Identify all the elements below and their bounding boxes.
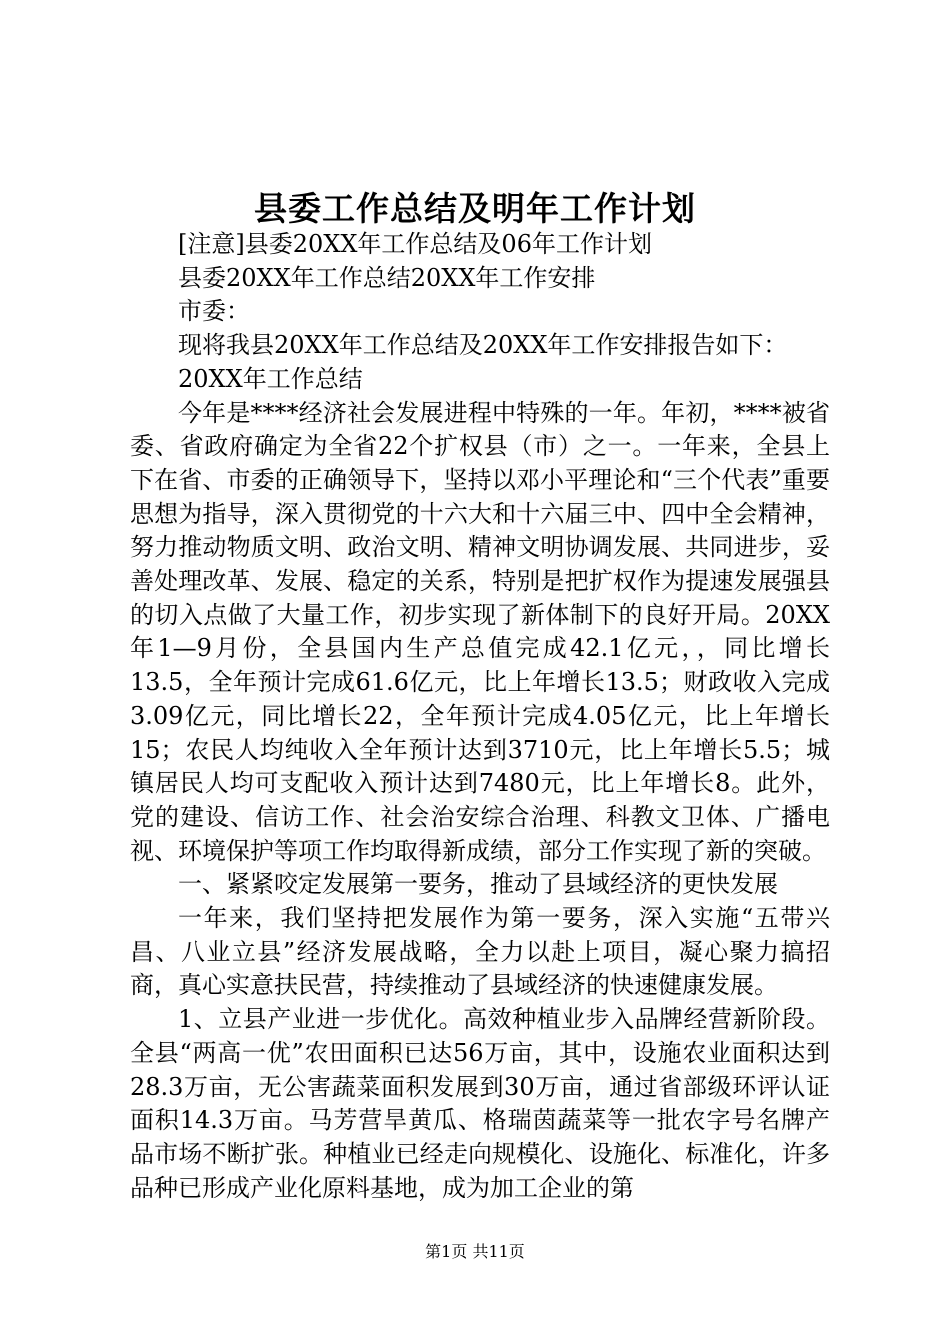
note-line: [注意]县委20XX年工作总结及06年工作计划 [178,230,652,258]
section-heading-one: 一、紧紧咬定发展第一要务，推动了县域经济的更快发展 [178,870,778,899]
subtitle-line: 县委20XX年工作总结20XX年工作安排 [178,263,596,292]
section-heading: 20XX年工作总结 [178,364,363,393]
document-title: 县委工作总结及明年工作计划 [254,189,696,228]
paragraph-overview: 今年是****经济社会发展进程中特殊的一年。年初，****被省委、省政府确定为全省22个扩权县（市）之一。一年来，全县上下在省、市委的正确领导下，坚持以邓小平理论和“三个代表”重要思想为指导，深入贯彻党的十六大和十六届三中、四中全会精神，努力推动物质文明、政治文明、精神文明协调发展、共同进步，妥善处理改革、发展、稳定的关系，特别是把扩权作为提速发展强县的切入点做了大量工作，初步实现了新体制下的良好开局。20XX年1—9月份，全县国内生产总值完成42.1亿元，，同比增长13.5，全年预计完成61.6亿元，比上年增长13.5；财政收入完成3.09亿元，同比增长22，全年预计完成4.05亿元，比上年增长15；农民人均纯收入全年预计达到3710元，比上年增长5.5；城镇居民人均可支配收入预计达到7480元，比上年增长8。此外，党的建设、信访工作、社会治安综合治理、科教文卫体、广播电视、环境保护等项工作均取得新成绩，部分工作实现了新的突破。 [130,398,830,865]
paragraph-development: 一年来，我们坚持把发展作为第一要务，深入实施“五带兴昌、八业立县”经济发展战略，全力以赴上项目，凝心聚力搞招商，真心实意扶民营，持续推动了县域经济的快速健康发展。 [130,904,830,1000]
report-intro: 现将我县20XX年工作总结及20XX年工作安排报告如下： [178,331,788,360]
document-body [130,228,830,1205]
salutation: 市委： [178,297,250,326]
paragraph-industry: 1、立县产业进一步优化。高效种植业步入品牌经营新阶段。全县“两高一优”农田面积已达56万亩，其中，设施农业面积达到28.3万亩，无公害蔬菜面积发展到30万亩，通过省部级环评认证面积14.3万亩。马芳营旱黄瓜、格瑞茵蔬菜等一批农字号名牌产品市场不断扩张。种植业已经走向规模化、设施化、标准化，许多品种已形成产业化原料基地，成为加工企业的第 [130,1005,830,1202]
page-number: 第1页 共11页 [425,1242,525,1261]
